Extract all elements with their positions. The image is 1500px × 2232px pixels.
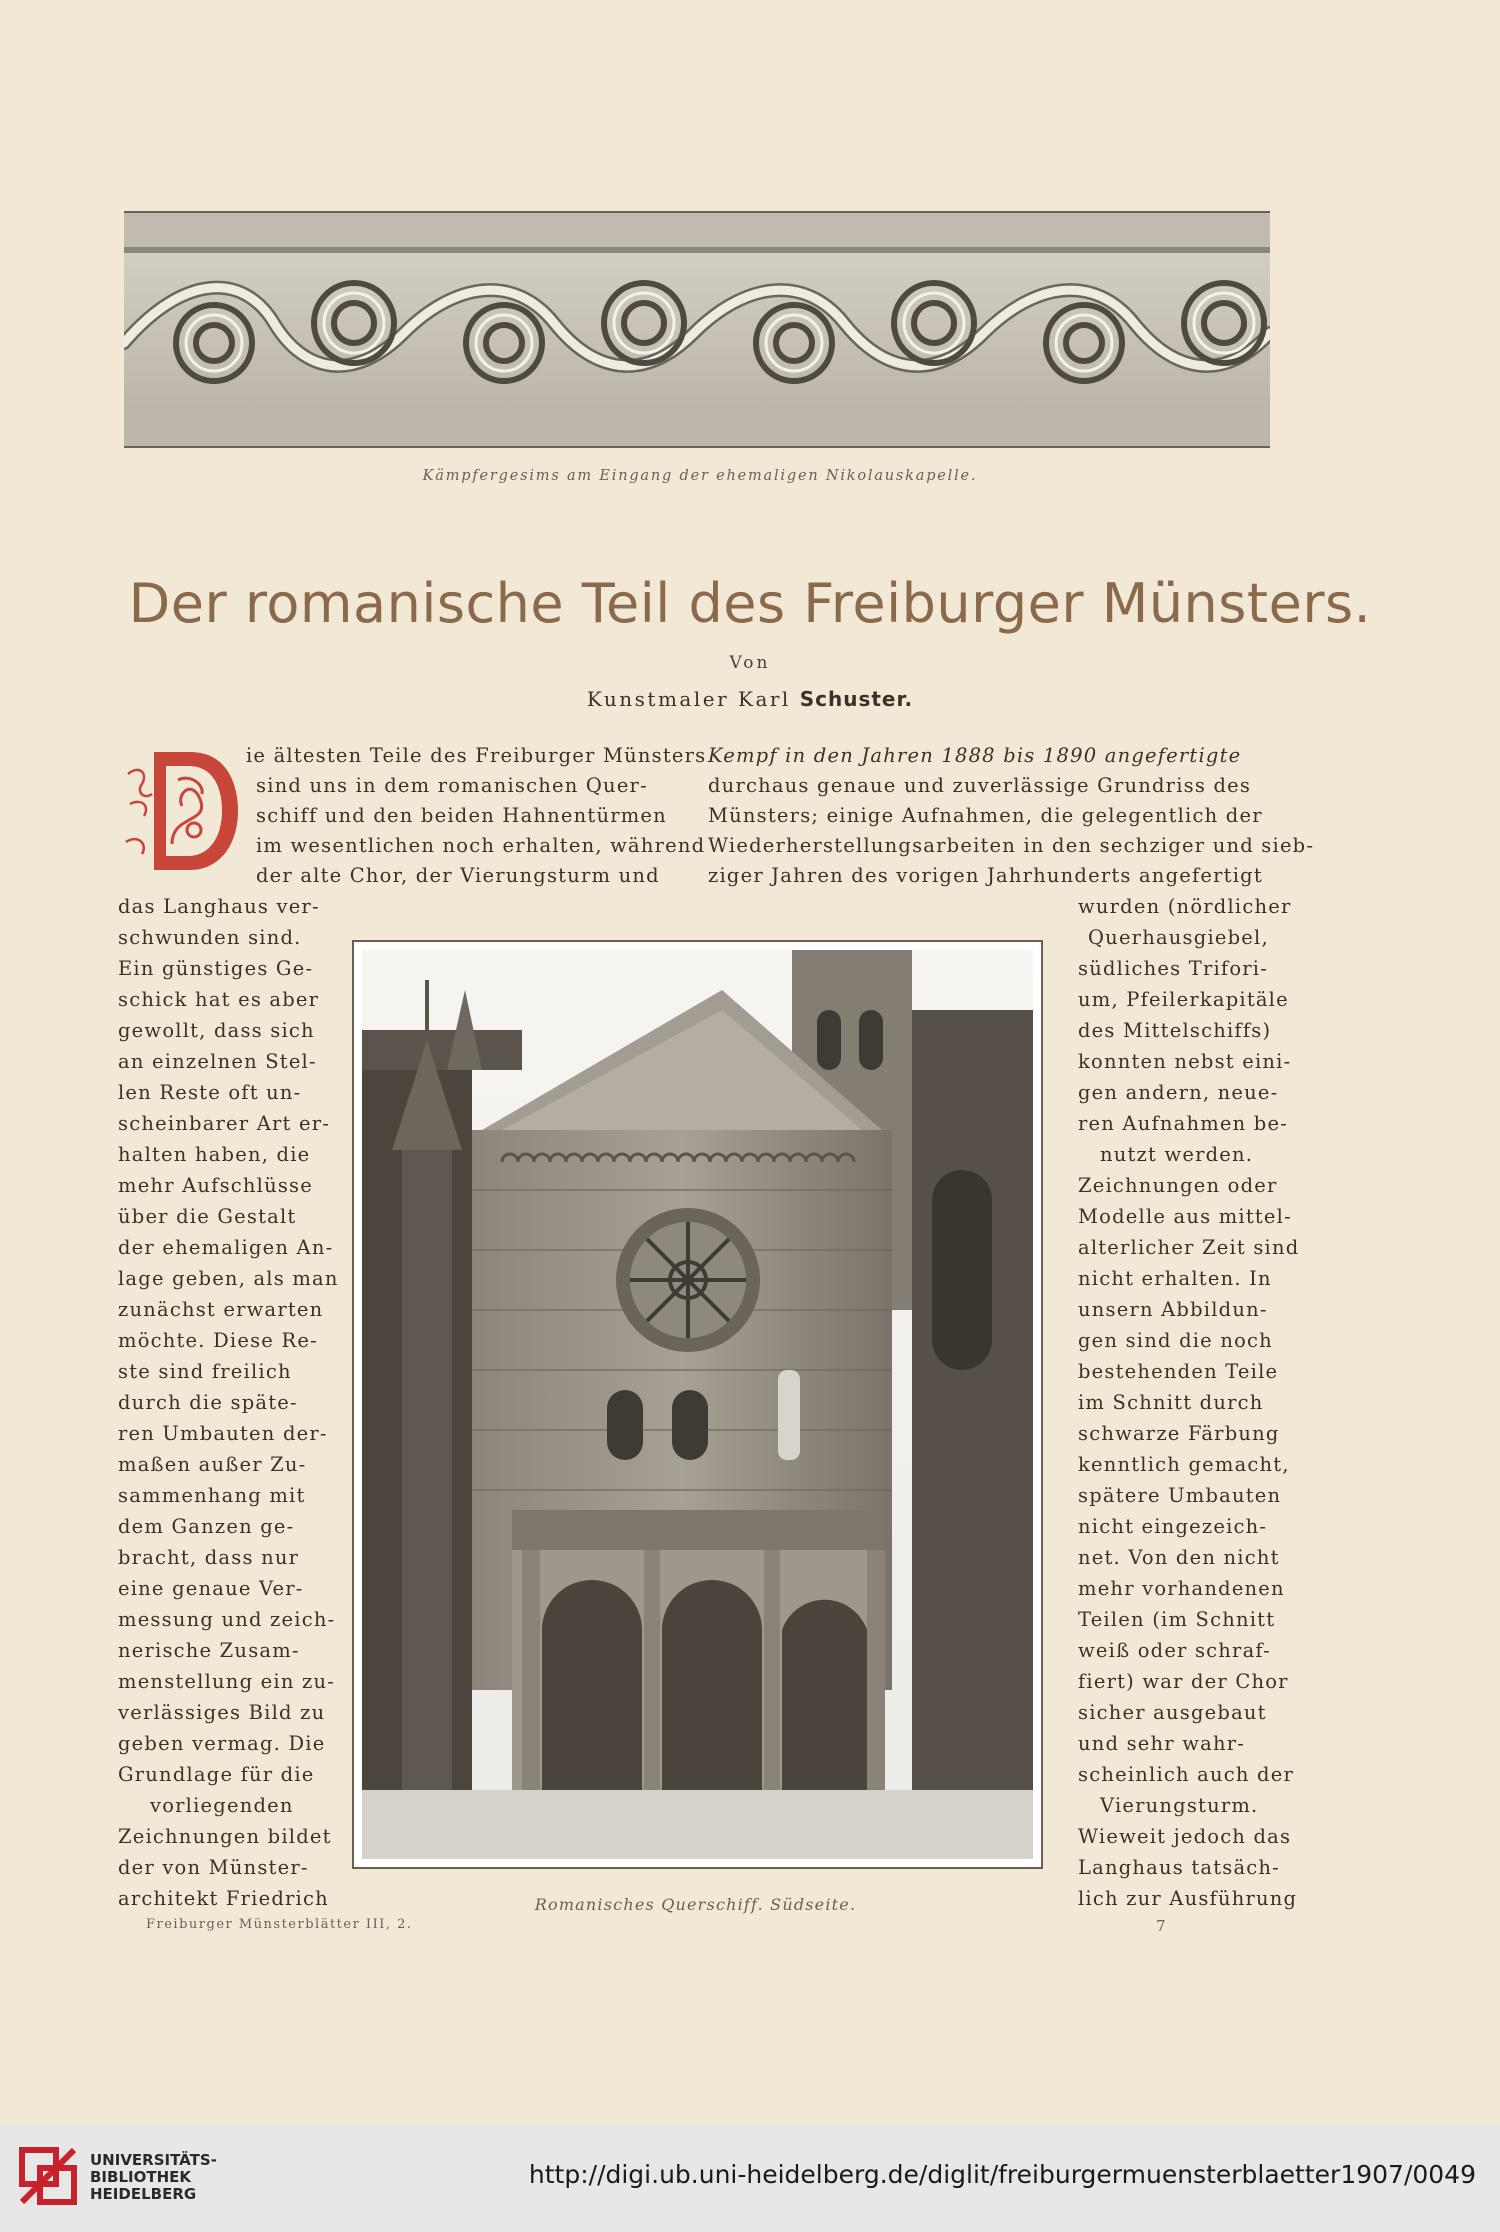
text-line: der alte Chor, der Vierungsturm und <box>256 864 660 887</box>
text-line: schiff und den beiden Hahnentürmen <box>256 804 667 827</box>
text-line: um, Pfeilerkapitäle <box>1078 988 1289 1011</box>
library-banner <box>0 2124 1500 2232</box>
text-line: verlässiges Bild zu <box>118 1701 326 1724</box>
text-line: ste sind freilich <box>118 1360 292 1383</box>
text-line: gewollt, dass sich <box>118 1019 315 1042</box>
text-line: messung und zeich- <box>118 1608 336 1631</box>
text-line: menstellung ein zu- <box>118 1670 336 1693</box>
byline-author <box>0 687 1500 711</box>
author-name: Schuster. <box>799 687 914 711</box>
text-line: Zeichnungen bildet <box>118 1825 332 1848</box>
text-line: sammenhang mit <box>118 1484 306 1507</box>
text-line: ziger Jahren des vorigen Jahrhunderts angefertigt <box>708 864 1263 887</box>
text-line: Teilen (im Schnitt <box>1078 1608 1276 1631</box>
text-line: wurden (nördlicher <box>1078 895 1292 918</box>
text-line: net. Von den nicht <box>1078 1546 1280 1569</box>
library-name-line: UNIVERSITÄTS- <box>90 2151 217 2169</box>
text-line: ren Aufnahmen be- <box>1078 1112 1289 1135</box>
text-line: ren Umbauten der- <box>118 1422 328 1445</box>
text-line: schick hat es aber <box>118 988 320 1011</box>
text-line: lich zur Ausführung <box>1078 1887 1298 1910</box>
text-line: lage geben, als man <box>118 1267 339 1290</box>
text-line: alterlicher Zeit sind <box>1078 1236 1300 1259</box>
photo-caption: Romanisches Querschiff. Südseite. <box>534 1895 857 1914</box>
text-line: weiß oder schraf- <box>1078 1639 1271 1662</box>
text-line: nutzt werden. <box>1100 1143 1254 1166</box>
library-name-line: HEIDELBERG <box>90 2185 197 2203</box>
text-line <box>708 746 1241 766</box>
byline-von: Von <box>729 653 771 673</box>
text-line: maßen außer Zu- <box>118 1453 307 1476</box>
library-name <box>90 2152 217 2203</box>
footer-source: Freiburger Münsterblätter III, 2. <box>146 1917 413 1932</box>
text-line: Wiederherstellungsarbeiten in den sechziger und sieb- <box>708 834 1315 857</box>
text-line: Wieweit jedoch das <box>1078 1825 1292 1848</box>
text-line: im wesentlichen noch erhalten, während <box>256 834 706 857</box>
photo-frame <box>352 940 1043 1869</box>
text-line: fiert) war der Chor <box>1078 1670 1289 1693</box>
text-line: der ehemaligen An- <box>118 1236 334 1259</box>
text-line: Modelle aus mittel- <box>1078 1205 1292 1228</box>
text-line: konnten nebst eini- <box>1078 1050 1292 1073</box>
text-line: nicht erhalten. In <box>1078 1267 1272 1290</box>
library-logo-icon <box>16 2144 80 2208</box>
text-line: mehr Aufschlüsse <box>118 1174 314 1197</box>
text-line: zunächst erwarten <box>118 1298 324 1321</box>
text-line: scheinlich auch der <box>1078 1763 1294 1786</box>
text-line: durch die späte- <box>118 1391 298 1414</box>
text-line: Münsters; einige Aufnahmen, die gelegentlich der <box>708 804 1263 827</box>
text-line: kenntlich gemacht, <box>1078 1453 1290 1476</box>
text-line: Querhausgiebel, <box>1088 926 1269 949</box>
byline-prefix: Kunstmaler Karl <box>586 687 791 711</box>
frieze-image <box>124 213 1270 446</box>
text-line: an einzelnen Stel- <box>118 1050 317 1073</box>
text-line: architekt Friedrich <box>118 1887 329 1910</box>
article-title: Der romanische Teil des Freiburger Münsters. <box>128 572 1372 635</box>
text-line: südliches Trifori- <box>1078 957 1269 980</box>
text-line: das Langhaus ver- <box>118 895 320 918</box>
text-line: Ein günstiges Ge- <box>118 957 314 980</box>
text-line: Langhaus tatsäch- <box>1078 1856 1280 1879</box>
frieze-illustration <box>124 211 1270 448</box>
text-line: bestehenden Teile <box>1078 1360 1279 1383</box>
text-line: geben vermag. Die <box>118 1732 326 1755</box>
text-line: über die Gestalt <box>118 1205 297 1228</box>
text-line: möchte. Diese Re- <box>118 1329 318 1352</box>
text-line: gen andern, neue- <box>1078 1081 1279 1104</box>
text-line: schwarze Färbung <box>1078 1422 1280 1445</box>
text-line: scheinbarer Art er- <box>118 1112 331 1135</box>
text-line: durchaus genaue und zuverlässige Grundriss des <box>708 774 1252 797</box>
text-line: dem Ganzen ge- <box>118 1515 295 1538</box>
text-line: Grundlage für die <box>118 1763 315 1786</box>
text-line: des Mittelschiffs) <box>1078 1019 1272 1042</box>
page-number: 7 <box>1156 1917 1166 1935</box>
text-line: nerische Zusam- <box>118 1639 300 1662</box>
text-line: halten haben, die <box>118 1143 311 1166</box>
initial-ornament <box>120 744 244 878</box>
initial-letter: D <box>134 874 135 875</box>
decorated-initial <box>120 744 244 878</box>
text-line: Zeichnungen oder <box>1078 1174 1278 1197</box>
text-line: schwunden sind. <box>118 926 302 949</box>
text-line: im Schnitt durch <box>1078 1391 1264 1414</box>
library-name-line: BIBLIOTHEK <box>90 2168 191 2186</box>
text-line: der von Münster- <box>118 1856 309 1879</box>
frieze-caption: Kämpfergesims am Eingang der ehemaligen Nikolauskapelle. <box>422 468 978 484</box>
text-line: vorliegenden <box>150 1794 294 1817</box>
text-line: bracht, dass nur <box>118 1546 300 1569</box>
text-line: mehr vorhandenen <box>1078 1577 1285 1600</box>
transept-photo <box>362 950 1033 1859</box>
text-line: gen sind die noch <box>1078 1329 1273 1352</box>
text-line: und sehr wahr- <box>1078 1732 1246 1755</box>
text-line-content: Kempf in den Jahren 1888 bis 1890 angefertigte <box>708 744 1242 767</box>
text-line: sind uns in dem romanischen Quer- <box>256 774 648 797</box>
text-line: eine genaue Ver- <box>118 1577 304 1600</box>
text-line: len Reste oft un- <box>118 1081 302 1104</box>
text-line: nicht eingezeich- <box>1078 1515 1268 1538</box>
text-line: Vierungsturm. <box>1100 1794 1259 1817</box>
text-line: sicher ausgebaut <box>1078 1701 1267 1724</box>
text-line: ie ältesten Teile des Freiburger Münsters <box>246 744 707 767</box>
text-line: spätere Umbauten <box>1078 1484 1282 1507</box>
text-line: unsern Abbildun- <box>1078 1298 1268 1321</box>
source-url[interactable]: http://digi.ub.uni-heidelberg.de/diglit/freiburgermuensterblaetter1907/0049 <box>528 2160 1476 2189</box>
